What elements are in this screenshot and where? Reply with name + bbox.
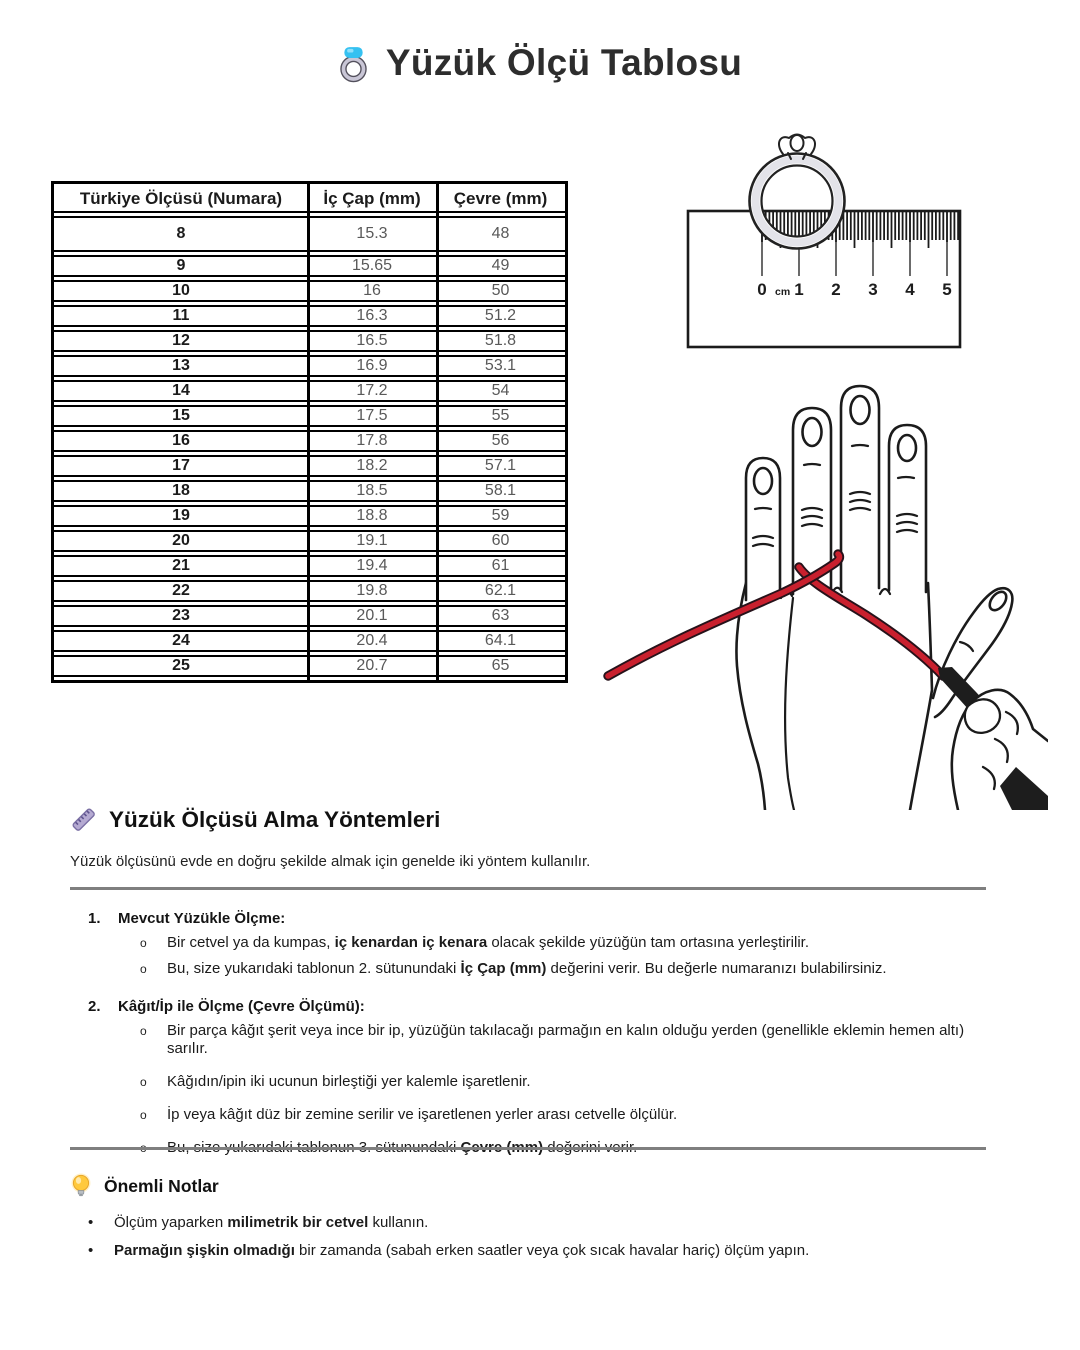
circumference-cell: 60	[436, 530, 565, 552]
header-circumference: Çevre (mm)	[436, 187, 565, 213]
inner-diameter-cell: 18.2	[308, 455, 436, 477]
inner-diameter-cell: 17.5	[308, 405, 436, 427]
inner-diameter-cell: 16.9	[308, 355, 436, 377]
inner-diameter-cell: 20.4	[308, 630, 436, 652]
inner-diameter-cell: 17.8	[308, 430, 436, 452]
bullet-marker: o	[140, 936, 147, 950]
ring-gem	[791, 135, 804, 151]
size-cell: 18	[54, 480, 308, 502]
inner-diameter-cell: 16	[308, 280, 436, 302]
ruler-label-5: 5	[942, 280, 952, 299]
bullet-text-post: değerini verir. Bu değerle numaranızı bulabilirsiniz.	[546, 959, 887, 977]
page-title-row	[0, 42, 1080, 84]
method-1-number: 1.	[88, 910, 101, 927]
size-table	[51, 181, 568, 683]
inner-diameter-cell: 19.1	[308, 530, 436, 552]
bullet-text-pre: Bir cetvel ya da kumpas,	[167, 934, 335, 951]
circumference-cell: 59	[436, 505, 565, 527]
bullet-marker: o	[140, 1075, 147, 1089]
method-1-heading	[88, 910, 998, 927]
note-item	[88, 1241, 998, 1261]
size-cell: 23	[54, 605, 308, 627]
method-2-title: Kâğıt/İp ile Ölçme (Çevre Ölçümü):	[118, 997, 365, 1015]
list-item	[140, 960, 998, 979]
methods-section-heading	[70, 806, 440, 833]
header-size: Türkiye Ölçüsü (Numara)	[54, 187, 308, 213]
method-2-number: 2.	[88, 997, 101, 1015]
size-cell: 11	[54, 305, 308, 327]
circumference-cell: 58.1	[436, 480, 565, 502]
bullet-marker: •	[88, 1241, 94, 1259]
bullet-text-post: olacak şekilde yüzüğün tam ortasına yerleştirilir.	[487, 934, 809, 951]
bullet-text	[167, 1073, 531, 1092]
size-cell: 25	[54, 655, 308, 677]
inner-diameter-cell: 19.4	[308, 555, 436, 577]
circumference-cell: 64.1	[436, 630, 565, 652]
inner-diameter-cell: 16.3	[308, 305, 436, 327]
circumference-cell: 48	[436, 216, 565, 252]
section-divider	[70, 887, 986, 890]
size-cell: 20	[54, 530, 308, 552]
inner-diameter-cell: 18.5	[308, 480, 436, 502]
note-text-post: kullanın.	[368, 1214, 429, 1231]
bullet-text	[167, 1106, 677, 1125]
ring-on-ruler-illustration	[662, 126, 974, 366]
section-divider	[70, 1147, 986, 1150]
size-cell: 19	[54, 505, 308, 527]
ruler-label-4: 4	[905, 280, 915, 299]
bullet-text	[167, 1022, 998, 1060]
note-text-post: bir zamanda (sabah erken saatler veya çok sıcak havalar hariç) ölçüm yapın.	[294, 1241, 810, 1259]
method-2-heading	[88, 998, 998, 1015]
size-cell: 9	[54, 255, 308, 277]
inner-diameter-cell: 16.5	[308, 330, 436, 352]
ruler-label-2: 2	[831, 280, 841, 299]
notes-section-heading	[70, 1173, 219, 1200]
ruler-label-3: 3	[868, 280, 878, 299]
methods-list	[88, 910, 998, 1171]
inner-diameter-cell: 19.8	[308, 580, 436, 602]
list-item	[140, 1073, 998, 1092]
inner-diameter-cell: 15.3	[308, 216, 436, 252]
circumference-cell: 63	[436, 605, 565, 627]
note-text-bold: milimetrik bir cetvel	[227, 1214, 369, 1231]
circumference-cell: 50	[436, 280, 565, 302]
size-cell: 12	[54, 330, 308, 352]
bullet-marker: o	[140, 1023, 147, 1038]
note-text-pre: Ölçüm yaparken	[114, 1214, 228, 1231]
bullet-text-bold: iç kenardan iç kenara	[334, 934, 488, 951]
header-inner-diameter: İç Çap (mm)	[308, 187, 436, 213]
table-column-divider	[436, 184, 439, 680]
size-cell: 17	[54, 455, 308, 477]
lightbulb-icon	[70, 1173, 92, 1200]
inner-diameter-cell: 18.8	[308, 505, 436, 527]
size-cell: 8	[54, 216, 308, 252]
circumference-cell: 51.8	[436, 330, 565, 352]
size-cell: 22	[54, 580, 308, 602]
bullet-text-pre: İp veya kâğıt düz bir zemine serilir ve işaretlenen yerler arası cetvelle ölçülür.	[167, 1105, 678, 1123]
circumference-cell: 53.1	[436, 355, 565, 377]
size-cell: 21	[54, 555, 308, 577]
size-cell: 14	[54, 380, 308, 402]
size-cell: 16	[54, 430, 308, 452]
bullet-text	[167, 934, 809, 953]
ruler-label-1: 1	[794, 280, 804, 299]
method-1-title: Mevcut Yüzükle Ölçme:	[118, 910, 286, 927]
ruler-unit: cm	[775, 286, 791, 298]
note-text-bold: Parmağın şişkin olmadığı	[114, 1241, 295, 1259]
circumference-cell: 57.1	[436, 455, 565, 477]
methods-intro: Yüzük ölçüsünü evde en doğru şekilde almak için genelde iki yöntem kullanılır.	[70, 853, 591, 870]
list-item	[140, 934, 998, 953]
circumference-cell: 54	[436, 380, 565, 402]
method-item-1	[88, 910, 998, 979]
bullet-marker: •	[88, 1214, 94, 1231]
bullet-marker: o	[140, 1107, 147, 1122]
circumference-cell: 51.2	[436, 305, 565, 327]
inner-diameter-cell: 20.1	[308, 605, 436, 627]
circumference-cell: 61	[436, 555, 565, 577]
list-item	[140, 1106, 998, 1125]
circumference-cell: 56	[436, 430, 565, 452]
size-cell: 15	[54, 405, 308, 427]
circumference-cell: 65	[436, 655, 565, 677]
note-text	[114, 1213, 428, 1233]
bullet-text-bold: İç Çap (mm)	[460, 959, 547, 977]
note-item	[88, 1213, 998, 1233]
notes-list	[88, 1213, 998, 1268]
list-item	[140, 1022, 998, 1060]
bullet-marker: o	[140, 961, 147, 976]
method-item-2	[88, 998, 998, 1158]
bullet-text-pre: Bu, size yukarıdaki tablonun 2. sütunundaki	[167, 959, 461, 977]
inner-diameter-cell: 15.65	[308, 255, 436, 277]
ring-icon	[338, 44, 369, 83]
methods-heading-text: Yüzük Ölçüsü Alma Yöntemleri	[109, 806, 441, 832]
note-text	[114, 1241, 809, 1261]
circumference-cell: 49	[436, 255, 565, 277]
inner-diameter-cell: 20.7	[308, 655, 436, 677]
circumference-cell: 62.1	[436, 580, 565, 602]
size-cell: 10	[54, 280, 308, 302]
bullet-text-pre: Bir parça kâğıt şerit veya ince bir ip, yüzüğün takılacağı parmağın en kalın olduğu yerden (genellikle eklemin hemen altı) sarılır.	[167, 1021, 965, 1058]
size-cell: 13	[54, 355, 308, 377]
page-title: Yüzük Ölçü Tablosu	[385, 42, 743, 83]
bullet-text-pre: Kâğıdın/ipin iki ucunun birleştiği yer kalemle işaretlenir.	[167, 1073, 531, 1090]
size-cell: 24	[54, 630, 308, 652]
bullet-text	[167, 960, 887, 979]
table-column-divider	[307, 184, 310, 680]
notes-heading-text: Önemli Notlar	[104, 1176, 219, 1196]
ruler-icon	[70, 806, 97, 833]
inner-diameter-cell: 17.2	[308, 380, 436, 402]
circumference-cell: 55	[436, 405, 565, 427]
hand-string-measuring-illustration	[596, 368, 1048, 810]
ruler-label-0: 0	[757, 280, 767, 299]
